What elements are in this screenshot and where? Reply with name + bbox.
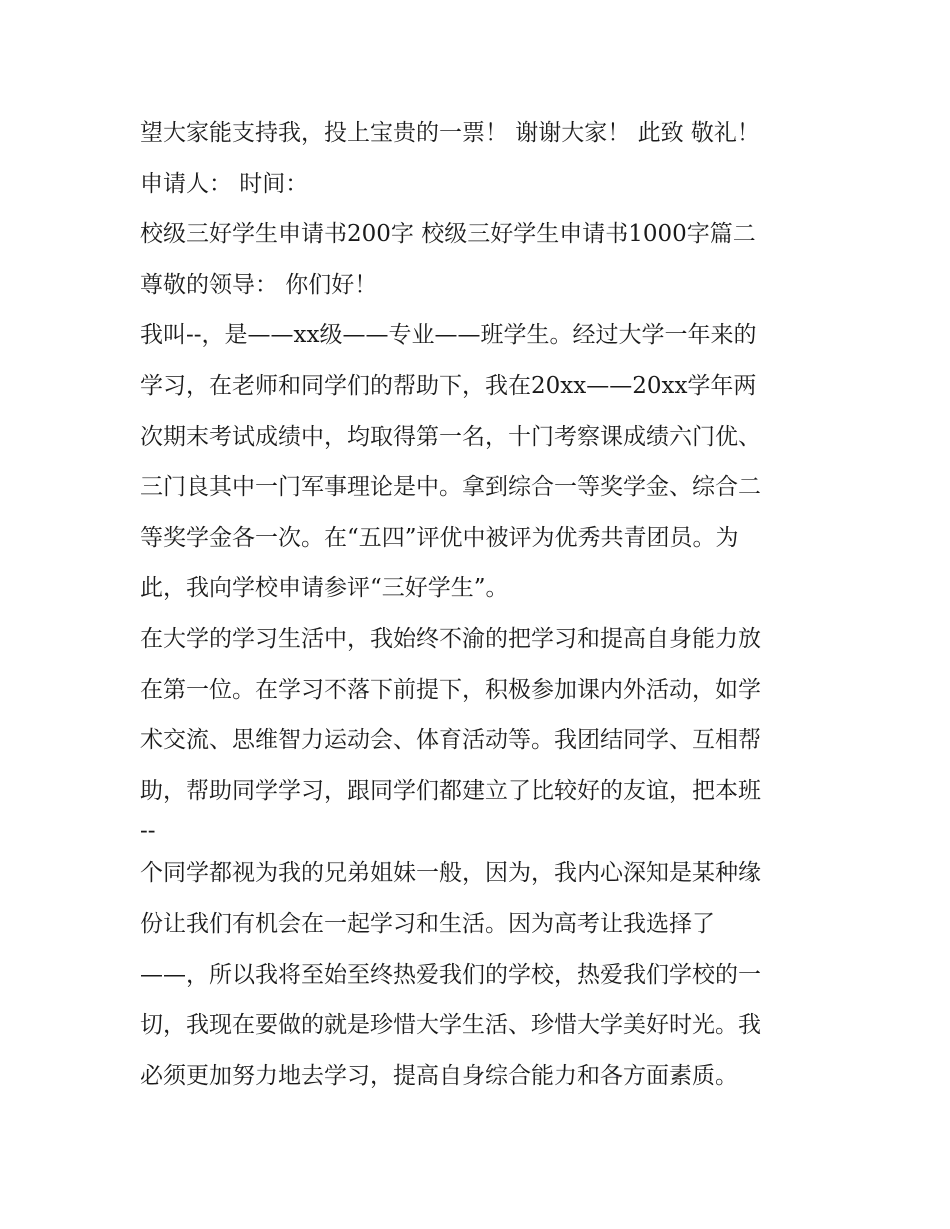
text-line: 在大学的学习生活中，我始终不渝的把学习和提高自身能力放 (140, 625, 761, 652)
text-line: 申请人： 时间： (140, 170, 309, 197)
text-line: 望大家能支持我，投上宝贵的一票！ 谢谢大家！ 此致 敬礼！ (140, 120, 760, 146)
text-line: 必须更加努力地去学习，提高自身综合能力和各方面素质。 (140, 1062, 738, 1089)
text-line: 校级三好学生申请书200字 校级三好学生申请书1000字篇二 (140, 221, 756, 248)
text-line: ——，所以我将至始至终热爱我们的学校，热爱我们学校的一 (140, 961, 761, 988)
text-line: 此，我向学校申请参评“三好学生”。 (140, 575, 509, 602)
text-line: 份让我们有机会在一起学习和生活。因为高考让我选择了 (140, 910, 715, 937)
text-line: 个同学都视为我的兄弟姐妹一般，因为，我内心深知是某种缘 (140, 860, 761, 887)
document-body (140, 108, 820, 1101)
text-line: 尊敬的领导： 你们好！ (140, 271, 378, 298)
text-line: 术交流、思维智力运动会、体育活动等。我团结同学、互相帮 (140, 727, 761, 754)
text-line: 切，我现在要做的就是珍惜大学生活、珍惜大学美好时光。我 (140, 1012, 761, 1039)
text-line: 学习，在老师和同学们的帮助下，我在20xx——20xx学年两 (140, 372, 757, 399)
text-line: 我叫--，是——xx级——专业——班学生。经过大学一年来的 (140, 322, 757, 349)
text-line: 在第一位。在学习不落下前提下，积极参加课内外活动，如学 (140, 676, 761, 703)
text-line: 助，帮助同学学习，跟同学们都建立了比较好的友谊，把本班 (140, 777, 761, 804)
text-line: 三门良其中一门军事理论是中。拿到综合一等奖学金、综合二 (140, 474, 761, 501)
text-line: -- (140, 818, 156, 845)
text-line: 等奖学金各一次。在“五四”评优中被评为优秀共青团员。为 (140, 524, 739, 551)
text-line: 次期末考试成绩中，均取得第一名，十门考察课成绩六门优、 (140, 423, 761, 450)
